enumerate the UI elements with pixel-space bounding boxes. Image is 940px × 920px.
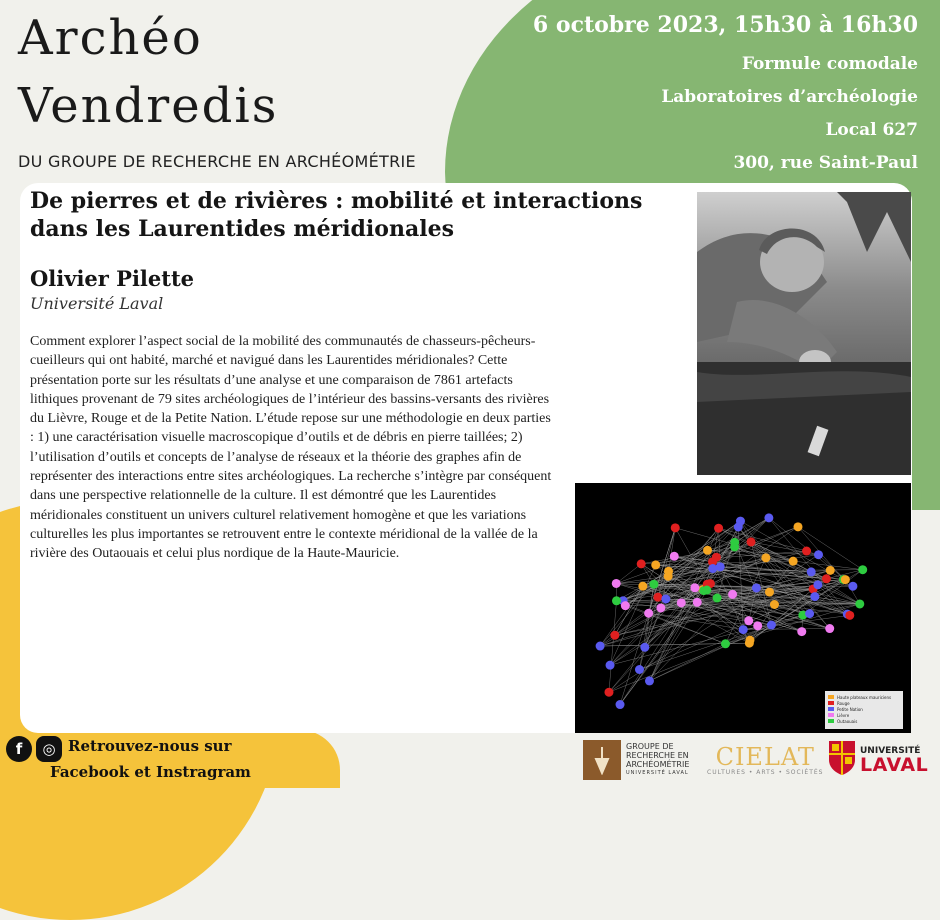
graph-node (693, 598, 702, 607)
graph-node (664, 572, 673, 581)
ulaval-top: UNIVERSITÉ (860, 744, 928, 758)
graph-node (708, 564, 717, 573)
speaker-affiliation: Université Laval (30, 294, 163, 313)
graph-edge (610, 614, 810, 666)
facebook-icon[interactable]: f (6, 736, 32, 762)
grae-small: UNIVERSITÉ LAVAL (626, 769, 704, 778)
graph-node (670, 552, 679, 561)
graph-node (730, 538, 739, 547)
graph-node (814, 550, 823, 559)
graph-node (802, 547, 811, 556)
graph-node (621, 601, 630, 610)
graph-node (789, 557, 798, 566)
series-subtitle: DU GROUPE DE RECHERCHE EN ARCHÉOMÉTRIE (18, 152, 416, 171)
talk-abstract: Comment explorer l’aspect social de la mobilité des communautés de chasseurs-pêcheurs-cueilleurs qui ont habité, marché et navigué dans les Laurentides méridionales? Cette présentation porte sur les résultats d’une analyse et une comparaison de 7861 artefacts lithiques provenant de 79 sites archéologiques de l’intérieur des bassins-versants des rivières du Lièvre, Rouge et de la Petite Nation. L’étude repose sur une méthodologie en deux parties : 1) une caractérisation visuelle macroscopique d’outils et de débris en pierre taillées; 2) l’utilisation d’outils et concepts de l’analyse de réseaux et la théorie des graphes afin de représenter des interactions entre sites archéologiques. La recherche s’intègre par conséquent dans une perspective relationnelle de la culture. Il est démontré que les Laurentides méridionales constituent un univers culturel relativement homogène et que les variations culturelles les plus importantes se retrouvent entre le contexte méridional de la vallée de la rivière des Outaouais et celui plus nordique de la Haute-Mauricie. (30, 332, 555, 564)
grae-line: GROUPE DE (626, 742, 704, 751)
speaker-photo (697, 192, 911, 475)
graph-node (797, 627, 806, 636)
graph-node (739, 625, 748, 634)
event-place: Laboratoires d’archéologie (533, 81, 918, 114)
talk-title: De pierres et de rivières : mobilité et interactions dans les Laurentides méridionales (30, 187, 680, 243)
speaker-photo-illustration (697, 192, 911, 475)
grae-logo-text (626, 742, 704, 778)
graph-node (822, 574, 831, 583)
graph-node (703, 546, 712, 555)
network-graph-image (575, 483, 911, 733)
graph-node (826, 566, 835, 575)
graph-node (645, 676, 654, 685)
speaker-name: Olivier Pilette (30, 266, 194, 291)
event-format: Formule comodale (533, 48, 918, 81)
network-graph (575, 483, 911, 733)
graph-node (616, 700, 625, 709)
legend-entry: Lièvre (837, 713, 850, 718)
graph-node (661, 594, 670, 603)
graph-edge (609, 601, 617, 692)
graph-node (677, 598, 686, 607)
event-date: 6 octobre 2023, 15h30 à 16h30 (533, 12, 918, 38)
graph-node (744, 616, 753, 625)
graph-edge (674, 556, 860, 604)
graph-node (656, 603, 665, 612)
graph-node (845, 611, 854, 620)
graph-node (712, 553, 721, 562)
graph-node (855, 599, 864, 608)
graph-node (810, 592, 819, 601)
graph-node (638, 582, 647, 591)
social-icons (6, 736, 62, 762)
ulaval-bottom: LAVAL (860, 758, 928, 772)
graph-node (747, 537, 756, 546)
graph-node (713, 594, 722, 603)
cielat-name: CIELAT (707, 745, 824, 769)
graph-node (637, 559, 646, 568)
graph-edge (815, 597, 847, 615)
event-room: Local 627 (533, 114, 918, 147)
graph-node (653, 593, 662, 602)
graph-node (848, 582, 857, 591)
event-address: 300, rue Saint-Paul (533, 147, 918, 180)
graph-node (728, 590, 737, 599)
graph-edge (615, 558, 766, 635)
graph-node (767, 621, 776, 630)
graph-node (753, 621, 762, 630)
graph-node (752, 583, 761, 592)
graph-edge (639, 584, 653, 669)
ulaval-logo (828, 740, 928, 776)
graph-node (765, 588, 774, 597)
graph-node (606, 661, 615, 670)
graph-node (793, 522, 802, 531)
graph-node (610, 631, 619, 640)
graph-node (690, 583, 699, 592)
trowel-icon (590, 745, 614, 775)
graph-node (807, 567, 816, 576)
graph-node (596, 642, 605, 651)
graph-node (825, 624, 834, 633)
social-text-line2: Facebook et Instragram (50, 763, 251, 781)
ulaval-shield-icon (828, 740, 856, 776)
cielat-tagline: CULTURES • ARTS • SOCIÉTÉS (707, 769, 824, 776)
graph-node (813, 580, 822, 589)
graph-node (671, 523, 680, 532)
graph-node (858, 565, 867, 574)
graph-node (764, 513, 773, 522)
event-info (533, 12, 918, 180)
graph-node (761, 553, 770, 562)
ulaval-text (860, 744, 928, 772)
graph-node (841, 575, 850, 584)
grae-logo (583, 740, 704, 780)
graph-node (770, 600, 779, 609)
graph-node (649, 580, 658, 589)
graph-node (612, 579, 621, 588)
legend-entry: Petite Nation (837, 707, 863, 712)
graph-node (640, 643, 649, 652)
graph-node (651, 560, 660, 569)
graph-node (604, 688, 613, 697)
series-title-line2: Vendredis (18, 78, 278, 134)
graph-legend (825, 691, 903, 729)
cielat-logo (707, 745, 824, 776)
graph-edge (669, 528, 676, 571)
graph-node (736, 517, 745, 526)
grae-line: ARCHÉOMÉTRIE (626, 760, 704, 769)
graph-node (612, 596, 621, 605)
graph-node (714, 524, 723, 533)
graph-node (805, 609, 814, 618)
graph-node (644, 609, 653, 618)
legend-entry: Haute plateaux mauriciens (837, 695, 891, 700)
legend-entry: Rouge (837, 701, 850, 706)
graph-node (721, 639, 730, 648)
instagram-icon[interactable]: ◎ (36, 736, 62, 762)
legend-entry: Outaouais (837, 719, 857, 724)
graph-edge (649, 625, 771, 681)
grae-line: RECHERCHE EN (626, 751, 704, 760)
graph-node (702, 586, 711, 595)
grae-logo-mark (583, 740, 621, 780)
series-title-line1: Archéo (18, 10, 203, 66)
graph-node (635, 665, 644, 674)
graph-node (745, 639, 754, 648)
social-text-line1: Retrouvez-nous sur (68, 737, 232, 755)
